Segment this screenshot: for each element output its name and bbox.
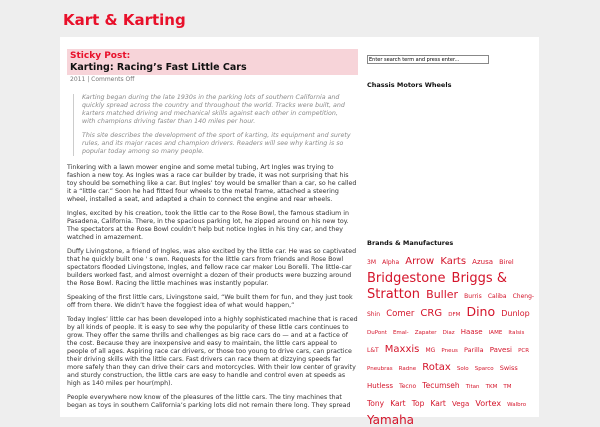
sidebar <box>367 55 535 427</box>
body-paragraph: Tinkering with a lawn mower engine and some metal tubing, Art Ingles was trying to fashion a new toy. As Ingles was a race car builder by trade, it was not surprising that his toy should be something like a car. But Ingles’ toy would be smaller than a car, so he called it a “little car.” Soon he had fitted four wheels to the metal frame, attached a steering wheel, installed a seat, and adapted a chain to connect the engine and rear wheels. <box>67 164 357 203</box>
tag-link[interactable]: Arrow <box>405 256 435 267</box>
widget-title-brands: Brands & Manufactures <box>367 239 454 247</box>
tag-link[interactable]: Diaz <box>442 330 455 336</box>
tag-link[interactable]: Walbro <box>507 402 527 408</box>
tag-link[interactable]: Dino <box>466 304 496 319</box>
tag-link[interactable]: Solo <box>456 366 469 372</box>
tag-link[interactable]: TM <box>503 384 512 390</box>
tag-link[interactable]: Pneus <box>441 348 458 354</box>
tag-link[interactable]: Stratton <box>367 287 421 302</box>
tag-link[interactable]: CRG <box>420 308 443 319</box>
tag-link[interactable]: Parilla <box>463 346 484 354</box>
tag-link[interactable]: Birel <box>499 258 514 266</box>
tag-link[interactable]: Swiss <box>499 364 518 372</box>
tag-cloud <box>367 252 535 427</box>
tag-link[interactable]: Kart <box>390 399 406 408</box>
tag-link[interactable]: Sparco <box>474 366 494 372</box>
tag-link[interactable]: 3M <box>367 259 376 266</box>
tag-link[interactable]: Emal- <box>392 330 409 336</box>
tag-link[interactable]: Alpha <box>382 259 400 266</box>
tag-link[interactable]: DFM <box>448 312 461 318</box>
tag-link[interactable]: IAME <box>488 330 503 336</box>
post-year: 2011 <box>70 76 86 83</box>
page-container <box>60 37 539 427</box>
tag-link[interactable]: Italsis <box>508 330 525 336</box>
widget-title-chassis: Chassis Motors Wheels <box>367 81 452 89</box>
post-body <box>67 164 358 410</box>
tag-link[interactable]: Azusa <box>472 258 494 266</box>
tag-link[interactable]: Tecno <box>399 383 417 390</box>
tag-link[interactable]: Caliba <box>487 293 507 300</box>
tag-link[interactable]: Tecumseh <box>422 381 460 390</box>
post-title[interactable]: Karting: Racing’s Fast Little Cars <box>70 62 247 73</box>
tag-link[interactable]: DuPont <box>367 330 387 336</box>
tag-link[interactable]: Dunlop <box>501 309 530 318</box>
tag-link[interactable]: Vortex <box>475 399 502 408</box>
intro-paragraph: This site describes the development of the sport of karting, its equipment and surety rules, and its major races and champion drivers. Readers will see why karting is so popular today among so many people. <box>82 132 351 155</box>
tag-link[interactable]: Kart <box>430 399 446 408</box>
tag-link[interactable]: Cheng-Shin <box>367 293 535 318</box>
tag-link[interactable]: PCR <box>518 348 530 354</box>
tag-link[interactable]: Vega <box>451 400 470 408</box>
body-paragraph: Ingles, excited by his creation, took the little car to the Rose Bowl, the famous stadium in Pasadena, California. There, in the spacious parking lot, he zipped around on his new toy. The spectators at the Rose Bowl couldn’t help but notice Ingles in his tiny car, and they watched in amazement. <box>67 210 350 241</box>
tag-link[interactable]: Bridgestone <box>367 271 446 286</box>
body-paragraph: Today Ingles’ little car has been developed into a highly sophisticated machine that is raced by all kinds of people. It is easy to see why the popularity of these little cars continues to grow. They offer the same thrills and challenges as big race cars do — and at a factice of the cost. Because they are inexpensive and easy to maintain, the little cars appeal to people of all ages. Aspiring race car drivers, or those too young to drive cars, can practice their driving skills with the little cars. Fast drivers can race them at dizzying speeds far more safely than they can drive their cars and motorcycles. With their low center of gravity and sturdy construction, the little cars are easy to handle and control even at speeds as high as 140 miles per hour(mph). <box>67 316 358 387</box>
site-title[interactable]: Kart & Karting <box>63 11 186 29</box>
tag-link[interactable]: Hutless <box>367 382 393 390</box>
tag-link[interactable]: Radne <box>398 366 417 372</box>
tag-link[interactable]: Titan <box>465 384 480 390</box>
tag-link[interactable]: MG <box>425 347 436 354</box>
body-paragraph: Speaking of the first little cars, Livingstone said, “We built them for fun, and they just took off from there. We didn’t have the foggiest idea of what would happen,” <box>67 294 353 309</box>
tag-link[interactable]: Yamaha <box>367 413 415 427</box>
body-paragraph: People everywhere now know of the pleasures of the little cars. The tiny machines that began as toys in southern California’s parking lots did not remain there long. They spread <box>67 394 351 409</box>
tag-link[interactable]: Maxxis <box>384 344 420 355</box>
intro-paragraph: Karting began during the late 1930s in the parking lots of southern California and quickly spread across the country and throughout the world. Tracks were built, and karters matched driving and mechanical skills against each other in competition, with champions driving faster than 140 miles per hour. <box>82 94 345 125</box>
tag-link[interactable]: Karts <box>440 256 467 267</box>
tag-link[interactable]: Briggs & <box>451 271 507 286</box>
tag-link[interactable]: Zapater <box>414 330 437 336</box>
tag-link[interactable]: TKM <box>485 384 498 390</box>
tag-link[interactable]: Burris <box>464 293 482 300</box>
tag-link[interactable]: Comer <box>386 309 415 319</box>
sticky-label: Sticky Post: <box>70 51 131 61</box>
tag-link[interactable]: Pneubras <box>367 366 393 372</box>
tag-link[interactable]: Rotax <box>422 362 451 373</box>
tag-link[interactable]: Buller <box>426 288 459 301</box>
tag-link[interactable]: Haase <box>460 328 483 336</box>
tag-link[interactable]: Tony <box>367 399 385 408</box>
comments-link[interactable]: Comments Off <box>91 76 135 83</box>
main-content <box>67 49 358 416</box>
body-paragraph: Duffy Livingstone, a friend of Ingles, was also excited by the little car. He was so captivated that he quickly built one ' s own. Requests for the little cars from friends and Rose Bowl spectators flooded Livingstone, Ingles, and fellow race car maker Lou Borelli. The little-car builders worked fast, and almost overnight a dozen of their products were buzzing around the Rose Bowl. Racing the little machines was instantly popular. <box>67 248 357 287</box>
search-input[interactable] <box>367 55 489 64</box>
post-intro-quote <box>73 94 358 156</box>
post-meta <box>67 75 358 85</box>
tag-link[interactable]: L&T <box>367 347 379 354</box>
meta-separator: | <box>85 76 92 83</box>
tag-link[interactable]: Pavesi <box>489 346 512 354</box>
sticky-post-header <box>67 49 358 75</box>
tag-link[interactable]: Top <box>411 399 425 408</box>
